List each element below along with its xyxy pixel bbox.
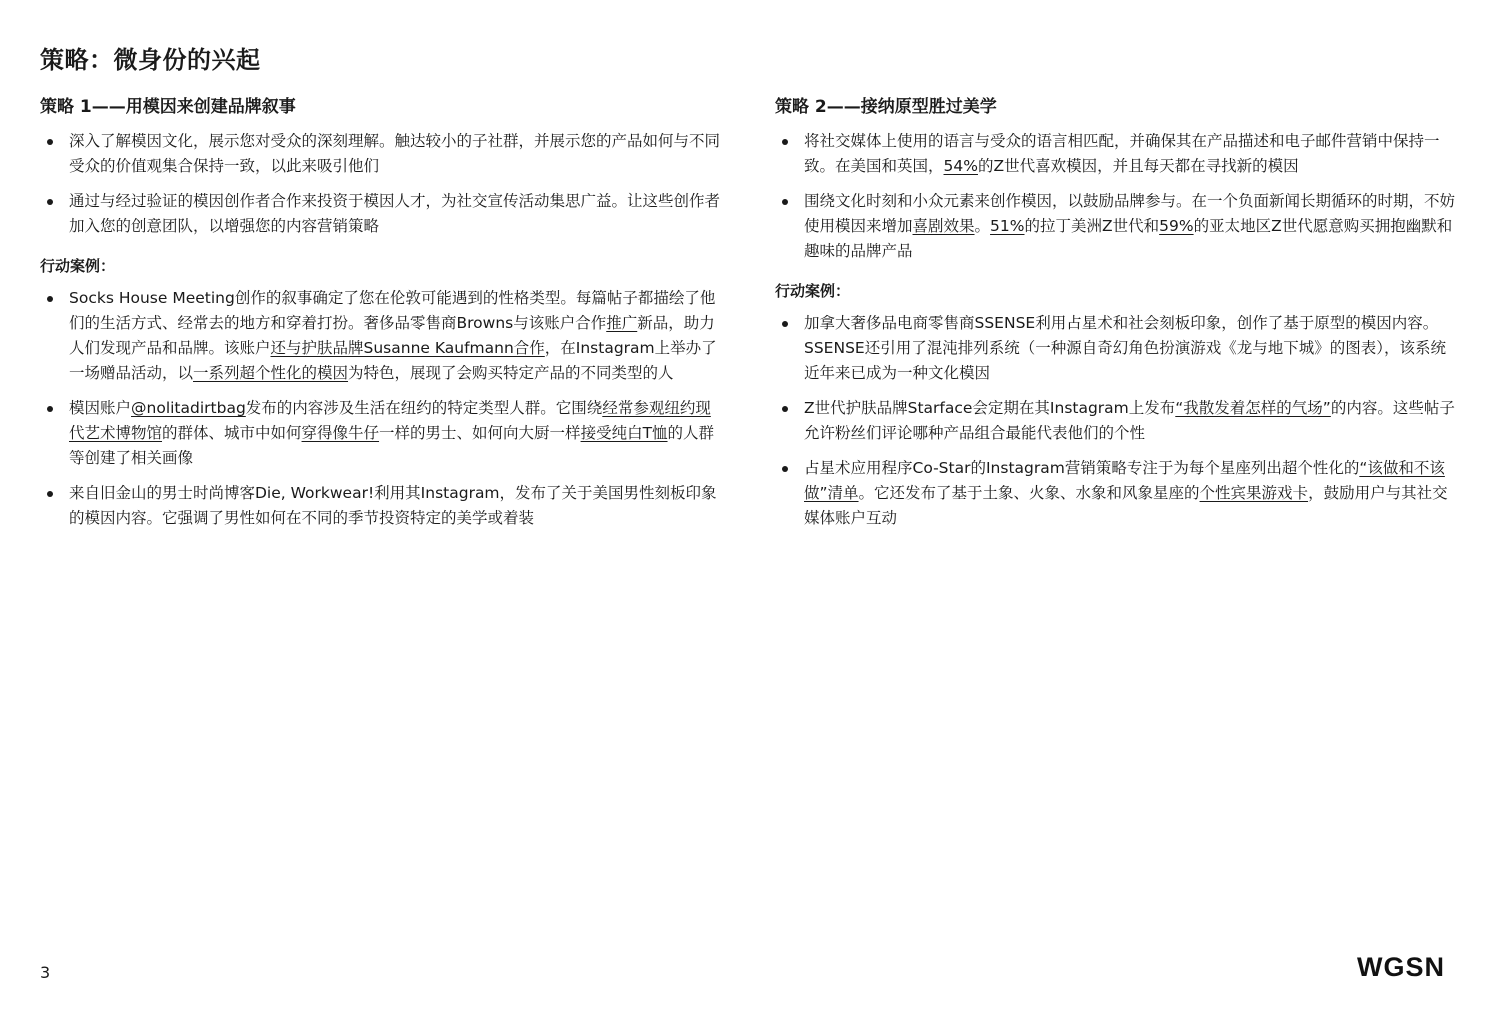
link[interactable]: 喜剧效果 <box>912 217 975 235</box>
list-item: 模因账户@nolitadirtbag发布的内容涉及生活在纽约的特定类型人群。它围绕经常参观纽约现代艺术博物馆的群体、城市中如何穿得像牛仔一样的男士、如何向大厨一样接受纯白T恤的人群等创建了相关画像 <box>40 396 720 471</box>
link[interactable]: 还与护肤品牌Susanne Kaufmann合作 <box>270 339 545 357</box>
list-item: 来自旧金山的男士时尚博客Die, Workwear!利用其Instagram，发布了关于美国男性刻板印象的模因内容。它强调了男性如何在不同的季节投资特定的美学或着装 <box>40 481 720 531</box>
link[interactable]: 一系列超个性化的模因 <box>193 364 349 382</box>
link[interactable]: 推广 <box>606 314 638 332</box>
list-item: 围绕文化时刻和小众元素来创作模因，以鼓励品牌参与。在一个负面新闻长期循环的时期，不妨使用模因来增加喜剧效果。51%的拉丁美洲Z世代和59%的亚太地区Z世代愿意购买拥抱幽默和趣味的品牌产品 <box>775 189 1460 264</box>
strategy-2-column <box>775 92 1460 541</box>
list-item: 将社交媒体上使用的语言与受众的语言相匹配，并确保其在产品描述和电子邮件营销中保持一致。在美国和英国，54%的Z世代喜欢模因，并且每天都在寻找新的模因 <box>775 129 1460 179</box>
list-item: Socks House Meeting创作的叙事确定了您在伦敦可能遇到的性格类型。每篇帖子都描绘了他们的生活方式、经常去的地方和穿着打扮。奢侈品零售商Browns与该账户合作推广新品，助力人们发现产品和品牌。该账户还与护肤品牌Susanne Kaufmann合作，在Instagram上举办了一场赠品活动，以一系列超个性化的模因为特色，展现了会购买特定产品的不同类型的人 <box>40 286 720 386</box>
list-item: 加拿大奢侈品电商零售商SSENSE利用占星术和社会刻板印象，创作了基于原型的模因内容。SSENSE还引用了混沌排列系统（一种源自奇幻角色扮演游戏《龙与地下城》的图表），该系统近年来已成为一种文化模因 <box>775 311 1460 386</box>
link[interactable]: 穿得像牛仔 <box>301 424 380 442</box>
strategy-1-column <box>40 92 720 541</box>
strategy-2-cases <box>775 311 1460 531</box>
wgsn-logo: WGSN <box>1357 952 1445 982</box>
link[interactable]: 经常参观纽约现代艺术博物馆 <box>69 399 711 442</box>
list-item: 深入了解模因文化，展示您对受众的深刻理解。触达较小的子社群，并展示您的产品如何与不同受众的价值观集合保持一致，以此来吸引他们 <box>40 129 720 179</box>
link[interactable]: 51% <box>990 217 1025 235</box>
case-heading: 行动案例： <box>775 282 851 300</box>
link[interactable]: “我散发着怎样的气场” <box>1175 399 1331 417</box>
strategy-2-heading: 策略 2——接纳原型胜过美学 <box>775 97 997 117</box>
link[interactable]: 54% <box>943 157 978 175</box>
link[interactable]: 59% <box>1159 217 1194 235</box>
strategy-1-bullets <box>40 129 720 239</box>
strategy-2-bullets <box>775 129 1460 264</box>
list-item: 占星术应用程序Co-Star的Instagram营销策略专注于为每个星座列出超个性化的“该做和不该做”清单。它还发布了基于土象、火象、水象和风象星座的个性宾果游戏卡，鼓励用户与其社交媒体账户互动 <box>775 456 1460 531</box>
link[interactable]: “该做和不该做”清单 <box>804 459 1445 502</box>
page-title: 策略：微身份的兴起 <box>40 46 261 74</box>
link[interactable]: 个性宾果游戏卡 <box>1199 484 1309 502</box>
page-number: 3 <box>40 963 51 982</box>
link[interactable]: 接受纯白T恤 <box>580 424 668 442</box>
list-item: Z世代护肤品牌Starface会定期在其Instagram上发布“我散发着怎样的气场”的内容。这些帖子允许粉丝们评论哪种产品组合最能代表他们的个性 <box>775 396 1460 446</box>
strategy-1-cases <box>40 286 720 531</box>
list-item: 通过与经过验证的模因创作者合作来投资于模因人才，为社交宣传活动集思广益。让这些创作者加入您的创意团队，以增强您的内容营销策略 <box>40 189 720 239</box>
case-heading: 行动案例： <box>40 257 116 275</box>
link[interactable]: @nolitadirtbag <box>131 399 246 417</box>
strategy-1-heading: 策略 1——用模因来创建品牌叙事 <box>40 97 296 117</box>
